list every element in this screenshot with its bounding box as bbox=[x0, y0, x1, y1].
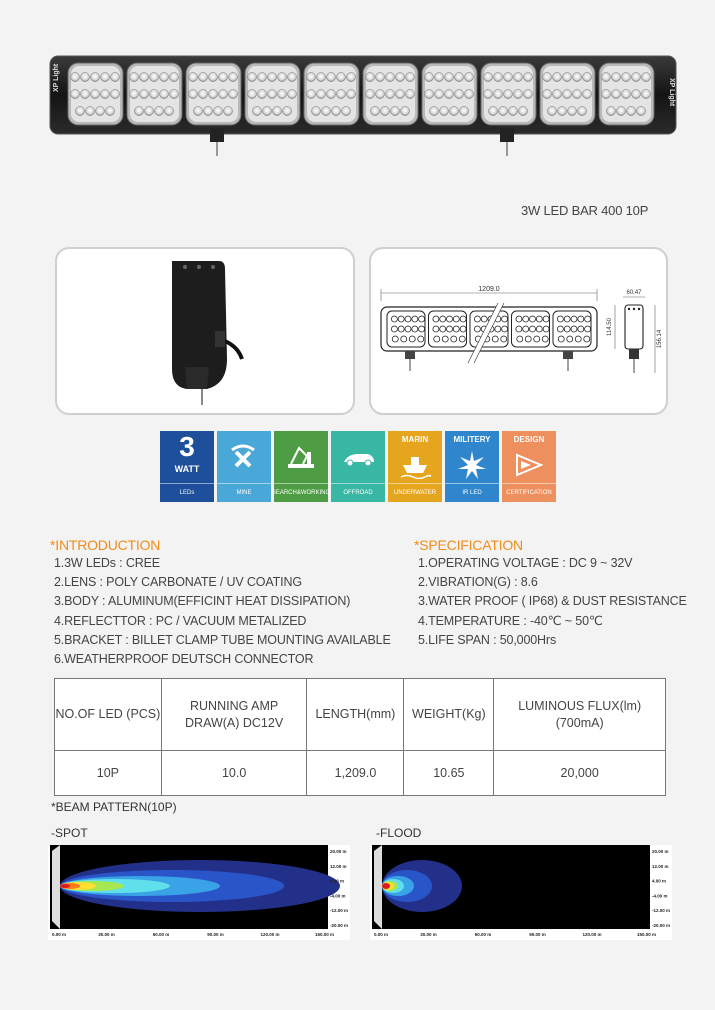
y-tick-label: -4.00 m bbox=[652, 893, 668, 899]
header-line: DRAW(A) DC12V bbox=[185, 715, 284, 730]
oil-pump-icon bbox=[274, 431, 328, 483]
header-line: LUMINOUS FLUX(lm) bbox=[518, 698, 642, 713]
side-view-image bbox=[57, 249, 355, 415]
race-car-icon bbox=[331, 431, 385, 483]
feature-title: MARIN bbox=[401, 435, 429, 444]
feature-search-working bbox=[271, 431, 331, 502]
technical-drawing-panel bbox=[369, 247, 668, 415]
technical-drawing bbox=[371, 249, 668, 415]
table-header-cell bbox=[494, 679, 666, 751]
y-tick-label: 12.00 m bbox=[652, 863, 669, 869]
beam-pattern-title: *BEAM PATTERN(10P) bbox=[51, 800, 177, 814]
introduction-list bbox=[54, 554, 391, 669]
y-tick-label: -4.00 m bbox=[330, 893, 346, 899]
x-tick-label: 0.00 m bbox=[52, 932, 67, 937]
specification-list bbox=[418, 554, 687, 650]
x-tick-label: 90.00 m bbox=[529, 932, 546, 937]
feature-underwater bbox=[388, 431, 442, 502]
introduction-heading: *INTRODUCTION bbox=[50, 537, 161, 553]
x-tick-label: 150.00 m bbox=[314, 932, 335, 937]
table-cell: 10.0 bbox=[161, 751, 307, 796]
feature-label: SEARCH&WORKING bbox=[274, 483, 328, 502]
led-module bbox=[599, 63, 654, 125]
header-line: RUNNING AMP bbox=[190, 698, 279, 713]
x-tick-label: 0.00 m bbox=[374, 932, 389, 937]
feature-subtitle: WATT bbox=[174, 464, 200, 474]
dim-depth: 60.47 bbox=[626, 290, 642, 296]
led-module bbox=[540, 63, 595, 125]
led-module bbox=[68, 63, 123, 125]
table-header-cell bbox=[307, 679, 404, 751]
y-tick-label: 20.00 m bbox=[652, 849, 669, 854]
feature-offroad bbox=[331, 431, 385, 502]
feature-title: DESIGN bbox=[513, 435, 545, 444]
header-line: WEIGHT(Kg) bbox=[412, 707, 486, 721]
y-tick-label: 4.00 m bbox=[652, 878, 667, 884]
feature-label: IR LED bbox=[445, 483, 499, 502]
y-tick-label: 20.00 m bbox=[330, 849, 347, 854]
spec-table bbox=[54, 678, 666, 796]
specification-item: 2.VIBRATION(G) : 8.6 bbox=[418, 575, 538, 590]
y-tick-label: -20.00 m bbox=[652, 923, 671, 928]
led-module bbox=[127, 63, 182, 125]
x-tick-label: 30.00 m bbox=[98, 932, 115, 937]
led-module bbox=[304, 63, 359, 125]
feature-certification bbox=[502, 431, 556, 502]
led-module bbox=[422, 63, 477, 125]
feature-label: OFFROAD bbox=[331, 483, 385, 502]
feature-leds bbox=[160, 431, 214, 502]
brand-right: XP Light bbox=[668, 78, 675, 107]
header-line: (700mA) bbox=[555, 715, 604, 730]
table-row bbox=[55, 751, 666, 796]
model-caption: 3W LED BAR 400 10P bbox=[521, 203, 649, 218]
introduction-item: 3.BODY : ALUMINUM(EFFICINT HEAT DISSIPATION) bbox=[54, 594, 351, 609]
x-tick-label: 150.00 m bbox=[636, 932, 657, 937]
x-tick-label: 60.00 m bbox=[474, 932, 492, 937]
specification-section bbox=[414, 537, 687, 650]
dim-height: 114.50 bbox=[607, 318, 613, 336]
feature-icons bbox=[160, 431, 556, 502]
y-tick-label: -20.00 m bbox=[330, 923, 349, 928]
drawing-module bbox=[512, 311, 550, 347]
beam-contour bbox=[60, 884, 70, 888]
x-tick-label: 120.00 m bbox=[582, 932, 602, 937]
x-tick-label: 30.00 m bbox=[420, 932, 437, 937]
drawing-module bbox=[429, 311, 467, 347]
table-header-cell bbox=[161, 679, 307, 751]
table-cell: 10.65 bbox=[404, 751, 494, 796]
dim-total-height: 156.14 bbox=[657, 329, 663, 349]
feature-ir-led bbox=[445, 431, 499, 502]
beam-contour bbox=[382, 883, 390, 889]
led-module bbox=[363, 63, 418, 125]
specification-item: 3.WATER PROOF ( IP68) & DUST RESISTANCE bbox=[418, 594, 687, 609]
feature-label: LEDs bbox=[160, 483, 214, 502]
drawing-module bbox=[553, 311, 591, 347]
specification-heading: *SPECIFICATION bbox=[414, 537, 523, 553]
introduction-item: 1.3W LEDs : CREE bbox=[54, 556, 160, 570]
introduction-item: 4.REFLECTTOR : PC / VACUUM METALIZED bbox=[54, 613, 307, 628]
feature-mine bbox=[217, 431, 271, 502]
feature-label: CERTIFICATION bbox=[502, 483, 556, 502]
specification-item: 1.OPERATING VOLTAGE : DC 9 ~ 32V bbox=[418, 556, 633, 570]
led-module bbox=[186, 63, 241, 125]
starburst-icon bbox=[445, 431, 499, 483]
table-header-cell bbox=[404, 679, 494, 751]
flood-beam-pattern bbox=[370, 845, 672, 940]
y-tick-label: 12.00 m bbox=[330, 863, 347, 869]
brand-left: XP Light bbox=[53, 63, 60, 92]
x-tick-label: 120.00 m bbox=[260, 932, 280, 937]
feature-title: 3 bbox=[179, 431, 195, 462]
spot-beam-pattern bbox=[48, 845, 350, 940]
feature-label: MINE bbox=[217, 483, 271, 502]
introduction-item: 2.LENS : POLY CARBONATE / UV COATING bbox=[54, 575, 302, 590]
feature-title: MILITERY bbox=[453, 435, 491, 444]
x-tick-label: 90.00 m bbox=[207, 932, 224, 937]
dim-length: 1209.0 bbox=[478, 286, 500, 293]
introduction-section bbox=[50, 537, 391, 669]
header-line: LENGTH(mm) bbox=[315, 707, 396, 721]
x-tick-label: 60.00 m bbox=[152, 932, 170, 937]
introduction-item: 5.BRACKET : BILLET CLAMP TUBE MOUNTING AVAILABLE bbox=[54, 632, 391, 647]
specification-item: 5.LIFE SPAN : 50,000Hrs bbox=[418, 632, 557, 647]
light-bar-image bbox=[48, 52, 678, 162]
table-header-cell bbox=[55, 679, 162, 751]
header-line: NO.OF LED (PCS) bbox=[55, 707, 161, 721]
table-cell: 10P bbox=[55, 751, 162, 796]
led-module bbox=[481, 63, 536, 125]
y-tick-label: -12.00 m bbox=[652, 908, 671, 914]
drawing-module bbox=[387, 311, 425, 347]
3-watt-icon bbox=[160, 431, 214, 483]
side-view-panel bbox=[55, 247, 355, 415]
mine-pickaxe-icon bbox=[217, 431, 271, 483]
specification-item: 4.TEMPERATURE : -40℃ ~ 50℃ bbox=[418, 613, 603, 628]
ship-icon bbox=[388, 431, 442, 483]
design-triangle-icon bbox=[502, 431, 556, 483]
led-module bbox=[245, 63, 300, 125]
table-cell: 20,000 bbox=[494, 751, 666, 796]
y-tick-label: 4.00 m bbox=[330, 878, 345, 884]
feature-label: UNDERWATER bbox=[388, 483, 442, 502]
flood-label: -FLOOD bbox=[376, 826, 422, 840]
introduction-item: 6.WEATHERPROOF DEUTSCH CONNECTOR bbox=[54, 652, 314, 667]
spot-label: -SPOT bbox=[51, 826, 88, 840]
table-cell: 1,209.0 bbox=[307, 751, 404, 796]
y-tick-label: -12.00 m bbox=[330, 908, 349, 914]
table-header-row bbox=[55, 679, 666, 751]
